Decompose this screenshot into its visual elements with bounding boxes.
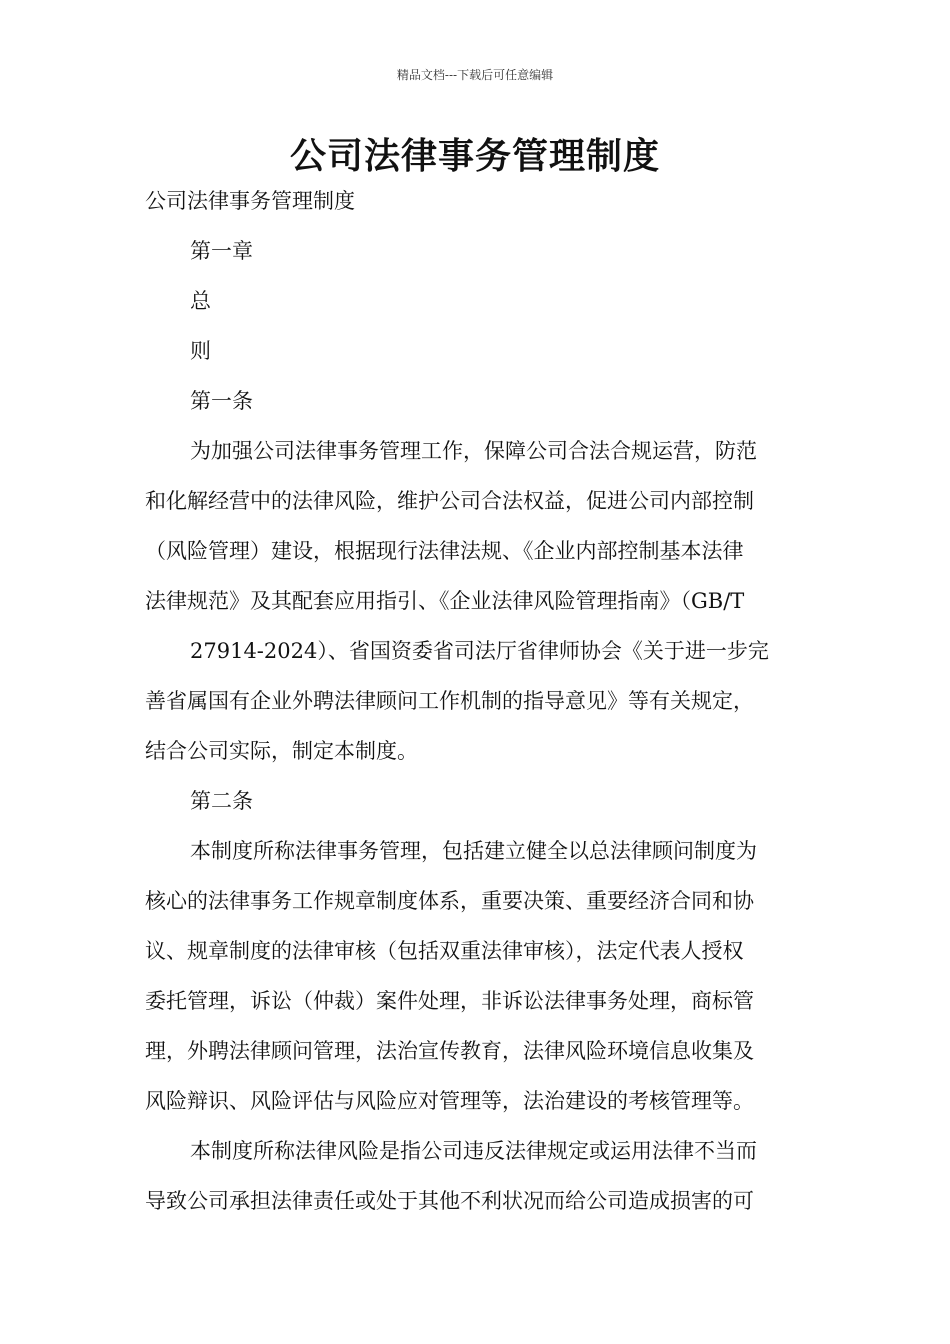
paragraph-line: 本制度所称法律事务管理，包括建立健全以总法律顾问制度为 (190, 839, 757, 863)
chapter-title-part-2: 则 (190, 339, 211, 363)
header-note: 精品文档---下载后可任意编辑 (396, 68, 554, 82)
chapter-heading: 第一章 (190, 239, 253, 263)
paragraph-line: 27914-2024）、省国资委省司法厅省律师协会《关于进一步完 (190, 639, 769, 663)
paragraph-line: 法律规范》及其配套应用指引、《企业法律风险管理指南》（GB/T (145, 589, 745, 613)
paragraph-line: 和化解经营中的法律风险，维护公司合法权益，促进公司内部控制 (145, 489, 754, 513)
paragraph-line: 导致公司承担法律责任或处于其他不利状况而给公司造成损害的可 (145, 1189, 754, 1213)
paragraph-line: 风险辩识、风险评估与风险应对管理等，法治建设的考核管理等。 (145, 1089, 754, 1113)
document-body (145, 182, 810, 1232)
paragraph-line: 理，外聘法律顾问管理，法治宣传教育，法律风险环境信息收集及 (145, 1039, 754, 1063)
subtitle-line: 公司法律事务管理制度 (145, 189, 355, 213)
paragraph-line: 为加强公司法律事务管理工作，保障公司合法合规运营，防范 (190, 439, 757, 463)
paragraph-line: 善省属国有企业外聘法律顾问工作机制的指导意见》等有关规定， (145, 689, 754, 713)
article-heading: 第二条 (190, 789, 253, 813)
paragraph-line: （风险管理）建设，根据现行法律法规、《企业内部控制基本法律 (145, 539, 744, 563)
paragraph-line: 委托管理，诉讼（仲裁）案件处理，非诉讼法律事务处理，商标管 (145, 989, 754, 1013)
paragraph-line: 核心的法律事务工作规章制度体系，重要决策、重要经济合同和协 (145, 889, 754, 913)
paragraph-line: 本制度所称法律风险是指公司违反法律规定或运用法律不当而 (190, 1139, 757, 1163)
document-title: 公司法律事务管理制度 (289, 136, 660, 177)
paragraph-line: 议、规章制度的法律审核（包括双重法律审核），法定代表人授权 (145, 939, 744, 963)
article-heading: 第一条 (190, 389, 253, 413)
paragraph-line: 结合公司实际，制定本制度。 (145, 739, 418, 763)
chapter-title-part-1: 总 (190, 289, 211, 313)
